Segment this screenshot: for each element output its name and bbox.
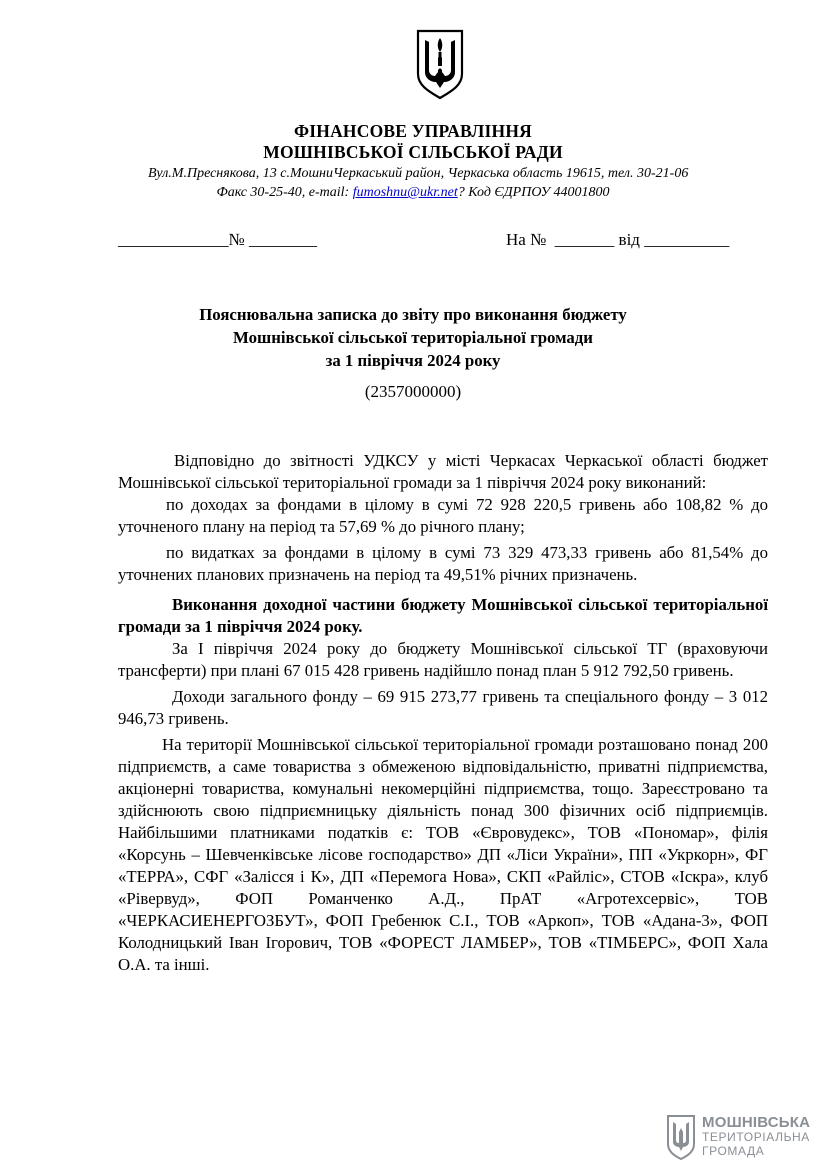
document-title-line2: Мошнівської сільської територіальної громади (233, 328, 593, 347)
document-title-line3: за 1 півріччя 2024 року (325, 351, 501, 370)
fax-text: Факс 30-25-40, e-mail: (216, 185, 353, 200)
paragraph-intro: Відповідно до звітності УДКСУ у місті Черкасах Черкаської області бюджет Мошнівської сільської територіальної громади за 1 півріччя 2024 року виконаний: (118, 451, 768, 492)
incoming-number: На № _______ від __________ (506, 230, 730, 249)
logo-word-terytorialna: ТЕРИТОРІАЛЬНА (702, 1130, 810, 1144)
paragraph-half-year: За І півріччя 2024 року до бюджету Мошнівської сільської ТГ (враховуючи трансферти) при плані 67 015 428 гривень надійшло понад план 5 912 792,50 гривень. (118, 639, 768, 680)
org-name-line1: ФІНАНСОВЕ УПРАВЛІННЯ (294, 121, 532, 141)
section-heading-revenue: Виконання доходної частини бюджету Мошнівської сільської територіальної громади за 1 півріччя 2024 року. (118, 595, 768, 636)
address-line: Вул.М.Преснякова, 13 с.МошниЧеркаський район, Черкаська область 19615, тел. 30-21-06 (148, 166, 689, 181)
contact-line (0, 185, 826, 201)
paragraph-funds: Доходи загального фонду – 69 915 273,77 гривень та спеціального фонду – 3 012 946,73 гривень. (118, 687, 768, 728)
edrpou-text: ? Код ЄДРПОУ 44001800 (457, 185, 610, 200)
paragraph-expenditure: по видатках за фондами в цілому в сумі 73 329 473,33 гривень або 81,54% до уточнених планових призначень на період та 49,51% річних призначень. (118, 543, 768, 584)
trident-logo-icon (666, 1114, 696, 1160)
document-body (118, 450, 768, 976)
logo-word-moshnivska: МОШНІВСЬКА (702, 1114, 811, 1131)
budget-code: (2357000000) (364, 382, 462, 401)
document-title-line1: Пояснювальна записка до звіту про виконання бюджету (199, 305, 627, 324)
logo-word-hromada: ГРОМАДА (702, 1144, 765, 1158)
paragraph-enterprises: На території Мошнівської сільської територіальної громади розташовано понад 200 підприємств, а саме товариства з обмеженою відповідальністю, приватні підприємства, акціонерні товариства, комунальні некомерційні підприємства, тощо. Зареєстровано та здійснюють свою підприємницьку діяльність понад 300 фізичних осіб підприємців. Найбільшими платниками податків є: ТОВ «Євровудекс», ТОВ «Пономар», філія «Корсунь – Шевченківське лісове господарство» ДП «Ліси України», ПП «Укркорн», ФГ «ТЕРРА», СФГ «Залісся і К», ДП «Перемога Нова», СКП «Райліс», СТОВ «Іскра», клуб «Рівервуд», ФОП Романченко А.Д., ПрАТ «Агротехсервіс», ТОВ «ЧЕРКАСИЕНЕРГОЗБУТ», ФОП Гребенюк С.І., ТОВ «Аркоп», ТОВ «Адана-3», ФОП Колодницький Іван Ігорович, ТОВ «ФОРЕСТ ЛАМБЕР», ТОВ «ТІМБЕРС», ФОП Хала О.А. та інші. (118, 735, 768, 974)
email-link[interactable]: fumoshnu@ukr.net (352, 185, 458, 200)
coat-of-arms-icon (414, 28, 466, 100)
paragraph-revenue: по доходах за фондами в цілому в сумі 72 928 220,5 гривень або 108,82 % до уточненого плану на період та 57,69 % до річного плану; (118, 495, 768, 536)
org-name-line2: МОШНІВСЬКОЇ СІЛЬСЬКОЇ РАДИ (263, 142, 563, 162)
community-logo (666, 1114, 811, 1162)
outgoing-number: _____________№ ________ (118, 230, 317, 249)
